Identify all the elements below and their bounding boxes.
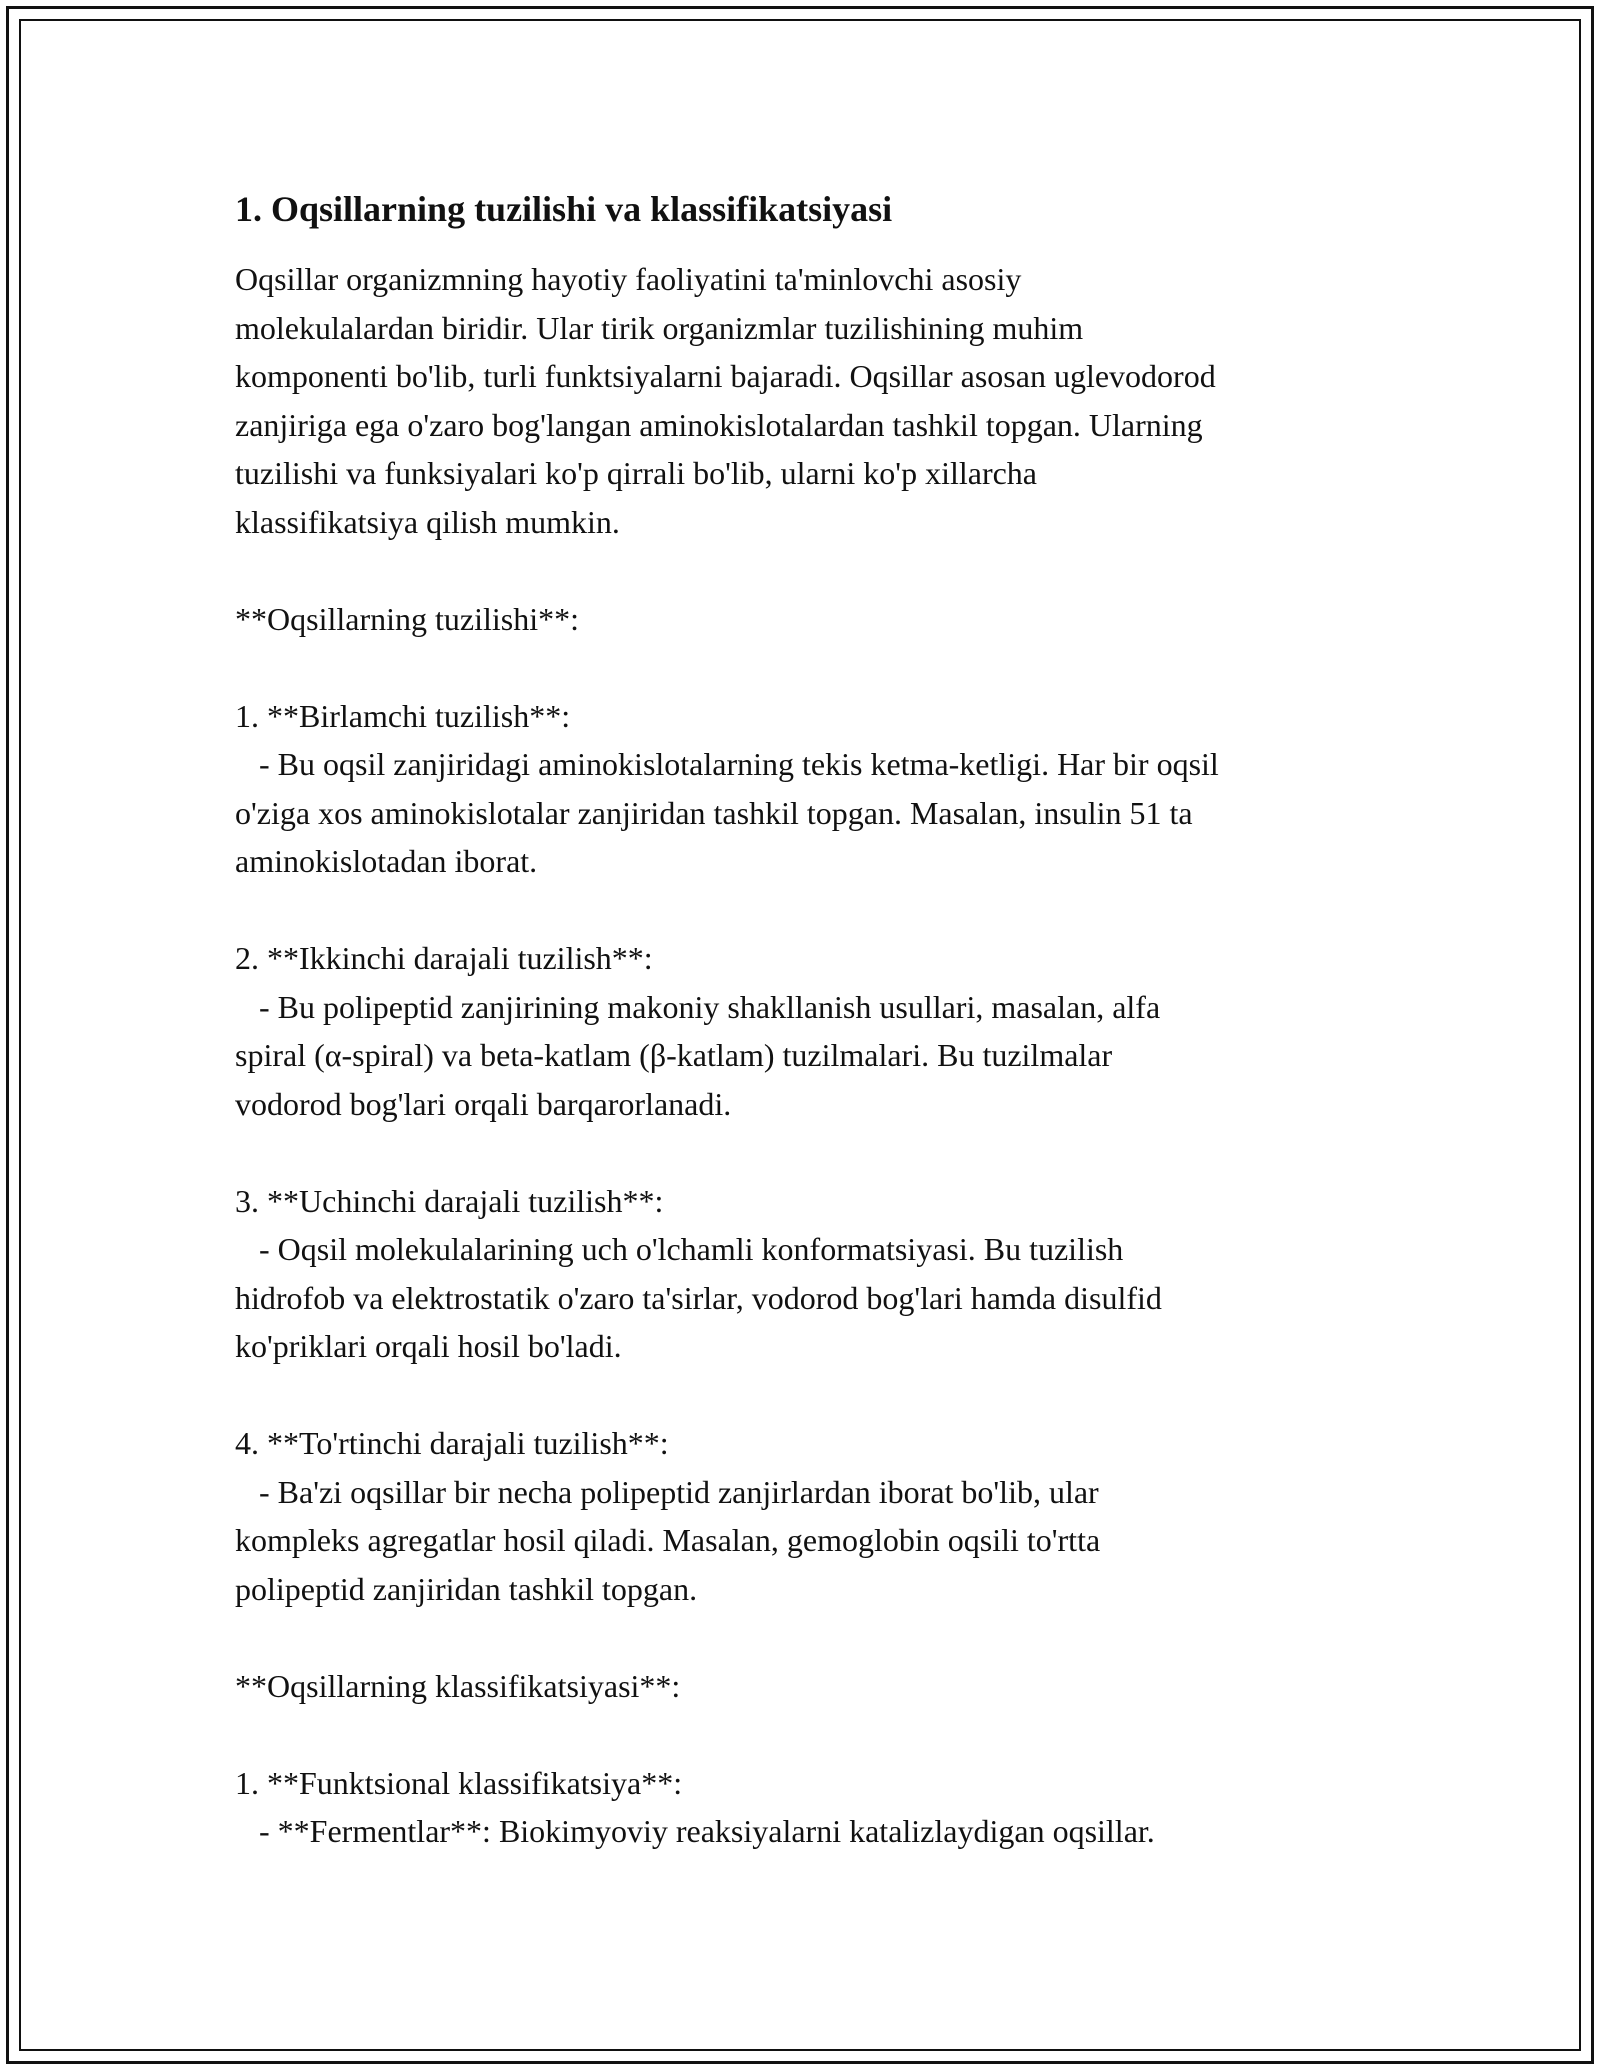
structure-item-4-title: 4. **To'rtinchi darajali tuzilish**: [235,1425,669,1461]
structure-item-1-body: - Bu oqsil zanjiridagi aminokislotalarning tekis ketma-ketligi. Har bir oqsil o'ziga xos aminokislotalar zanjiridan tashkil topgan. Masalan, insulin 51 ta aminokislotadan iborat. [235,746,1219,879]
structure-heading: **Oqsillarning tuzilishi**: [235,600,579,637]
spacer [235,886,1375,935]
structure-item-2-body: - Bu polipeptid zanjirining makoniy shakllanish usullari, masalan, alfa spiral (α-spiral) va beta-katlam (β-katlam) tuzilmalari. Bu tuzilmalar vodorod bog'lari orqali barqarorlanadi. [235,988,1161,1122]
classification-item-1-body: - **Fermentlar**: Biokimyoviy reaksiyalarni katalizlaydigan oqsillar. [235,1813,1155,1849]
structure-item-4-body: - Ba'zi oqsillar bir necha polipeptid zanjirlardan iborat bo'lib, ular kompleks agregatlar hosil qiladi. Masalan, gemoglobin oqsili to'rtta polipeptid zanjiridan tashkil topgan. [235,1473,1101,1607]
classification-heading: **Oqsillarning klassifikatsiyasi**: [235,1667,681,1704]
spacer [235,546,1375,595]
spacer [235,643,1375,692]
structure-item-3-body: - Oqsil molekulalarining uch o'lchamli konformatsiyasi. Bu tuzilish hidrofob va elektrostatik o'zaro ta'sirlar, vodorod bog'lari hamda disulfid ko'priklari orqali hosil bo'ladi. [235,1231,1162,1364]
classification-item-1-title: 1. **Funktsional klassifikatsiya**: [235,1764,683,1801]
structure-item-3-title: 3. **Uchinchi darajali tuzilish**: [235,1182,664,1219]
spacer [235,1710,1375,1759]
spacer [235,1128,1375,1177]
document-body [235,185,1375,1856]
spacer [235,1371,1375,1420]
section-heading: 1. Oqsillarning tuzilishi va klassifikatsiyasi [235,189,893,229]
structure-item-2-title: 2. **Ikkinchi darajali tuzilish**: [235,940,653,976]
structure-item-1-title: 1. **Birlamchi tuzilish**: [235,697,571,734]
intro-paragraph: Oqsillar organizmning hayotiy faoliyatini ta'minlovchi asosiy molekulalardan biridir. Ular tirik organizmlar tuzilishining muhim komponenti bo'lib, turli funktsiyalarni bajaradi. Oqsillar asosan uglevodorod zanjiriga ega o'zaro bog'langan aminokislotalardan tashkil topgan. Ularning tuzilishi va funksiyalari ko'p qirrali bo'lib, ularni ko'p xillarcha klassifikatsiya qilish mumkin. [235,261,1216,540]
spacer [235,1613,1375,1662]
